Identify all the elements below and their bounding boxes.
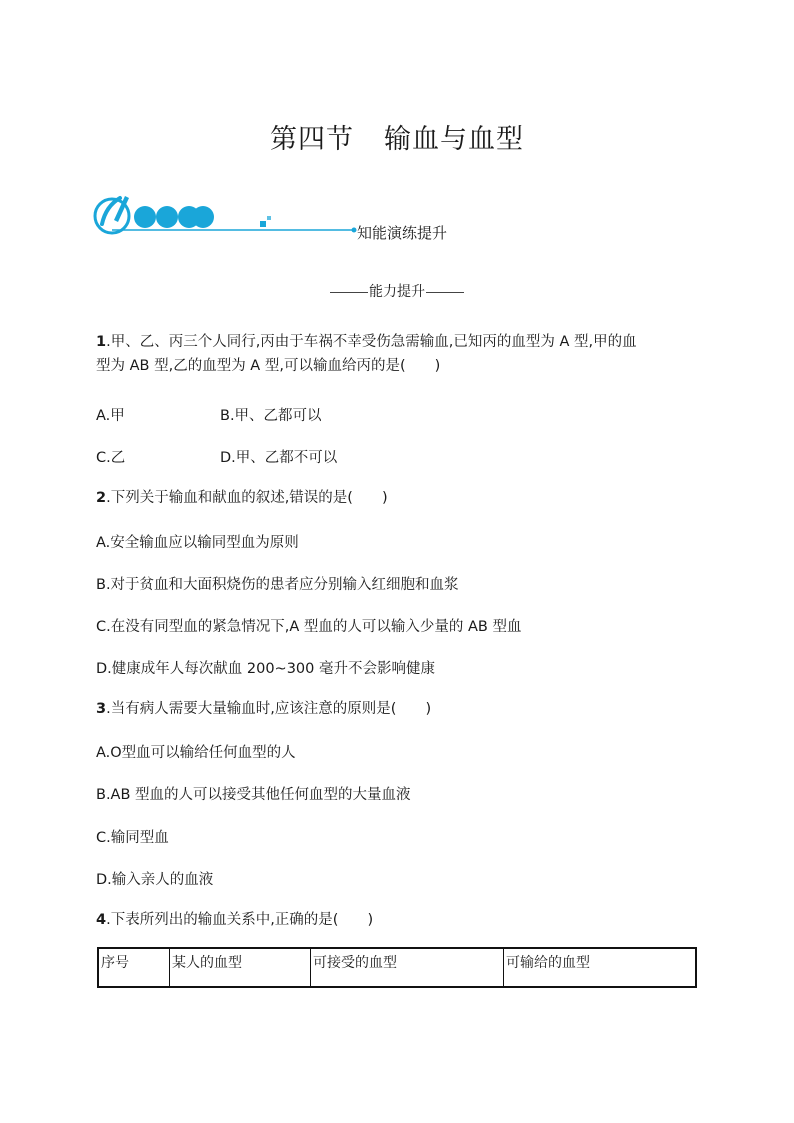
option-b: B.甲、乙都可以 <box>220 408 322 424</box>
title-section-number: 第四节 <box>270 124 354 155</box>
question-3-option-c: C.输同型血 <box>96 830 169 846</box>
banner-dots <box>134 206 214 228</box>
option-a: A.甲 <box>96 408 125 424</box>
table-header-cell: 某人的血型 <box>170 948 311 987</box>
table-header-cell: 可接受的血型 <box>311 948 504 987</box>
question-1-options-row-1 <box>96 404 322 425</box>
question-text: .下表所列出的输血关系中,正确的是( ) <box>106 912 374 928</box>
question-2-option-b: B.对于贫血和大面积烧伤的患者应分别输入红细胞和血浆 <box>96 577 459 593</box>
question-3-option-d: D.输入亲人的血液 <box>96 872 214 888</box>
question-number: 1 <box>96 334 107 350</box>
question-text: .甲、乙、丙三个人同行,丙由于车祸不幸受伤急需输血,已知丙的血型为 A 型,甲的血 <box>106 334 637 350</box>
question-2-option-d: D.健康成年人每次献血 200~300 毫升不会影响健康 <box>96 661 435 677</box>
option-d: D.甲、乙都不可以 <box>220 450 338 466</box>
question-3-option-a: A.O型血可以输给任何血型的人 <box>96 745 296 761</box>
question-1-stem <box>96 330 696 378</box>
section-label: 能力提升 <box>369 284 425 300</box>
question-3-stem <box>96 697 696 721</box>
table-header-cell: 可输给的血型 <box>504 948 697 987</box>
question-number: 3 <box>96 701 107 717</box>
question-text: 型为 AB 型,乙的血型为 A 型,可以输血给丙的是( ) <box>96 358 441 374</box>
banner-label: 知能演练提升 <box>357 224 448 242</box>
option-c: C.乙 <box>96 450 126 466</box>
table-header-row <box>98 948 696 987</box>
question-2-option-c: C.在没有同型血的紧急情况下,A 型血的人可以输入少量的 AB 型血 <box>96 619 522 635</box>
title-topic: 输血与血型 <box>384 124 524 155</box>
pen-circle-icon <box>95 196 129 233</box>
question-text: .下列关于输血和献血的叙述,错误的是( ) <box>106 490 388 506</box>
question-number: 4 <box>96 912 107 928</box>
question-3-option-b: B.AB 型血的人可以接受其他任何血型的大量血液 <box>96 787 411 803</box>
question-2-stem <box>96 486 696 510</box>
page-title <box>0 117 794 156</box>
question-text: .当有病人需要大量输血时,应该注意的原则是( ) <box>106 701 432 717</box>
blood-type-table <box>97 947 697 988</box>
question-number: 2 <box>96 490 107 506</box>
question-1-options-row-2 <box>96 446 337 467</box>
question-2-option-a: A.安全输血应以输同型血为原则 <box>96 535 299 551</box>
question-4-stem <box>96 908 696 932</box>
section-heading <box>0 281 794 301</box>
table-header-cell: 序号 <box>98 948 170 987</box>
